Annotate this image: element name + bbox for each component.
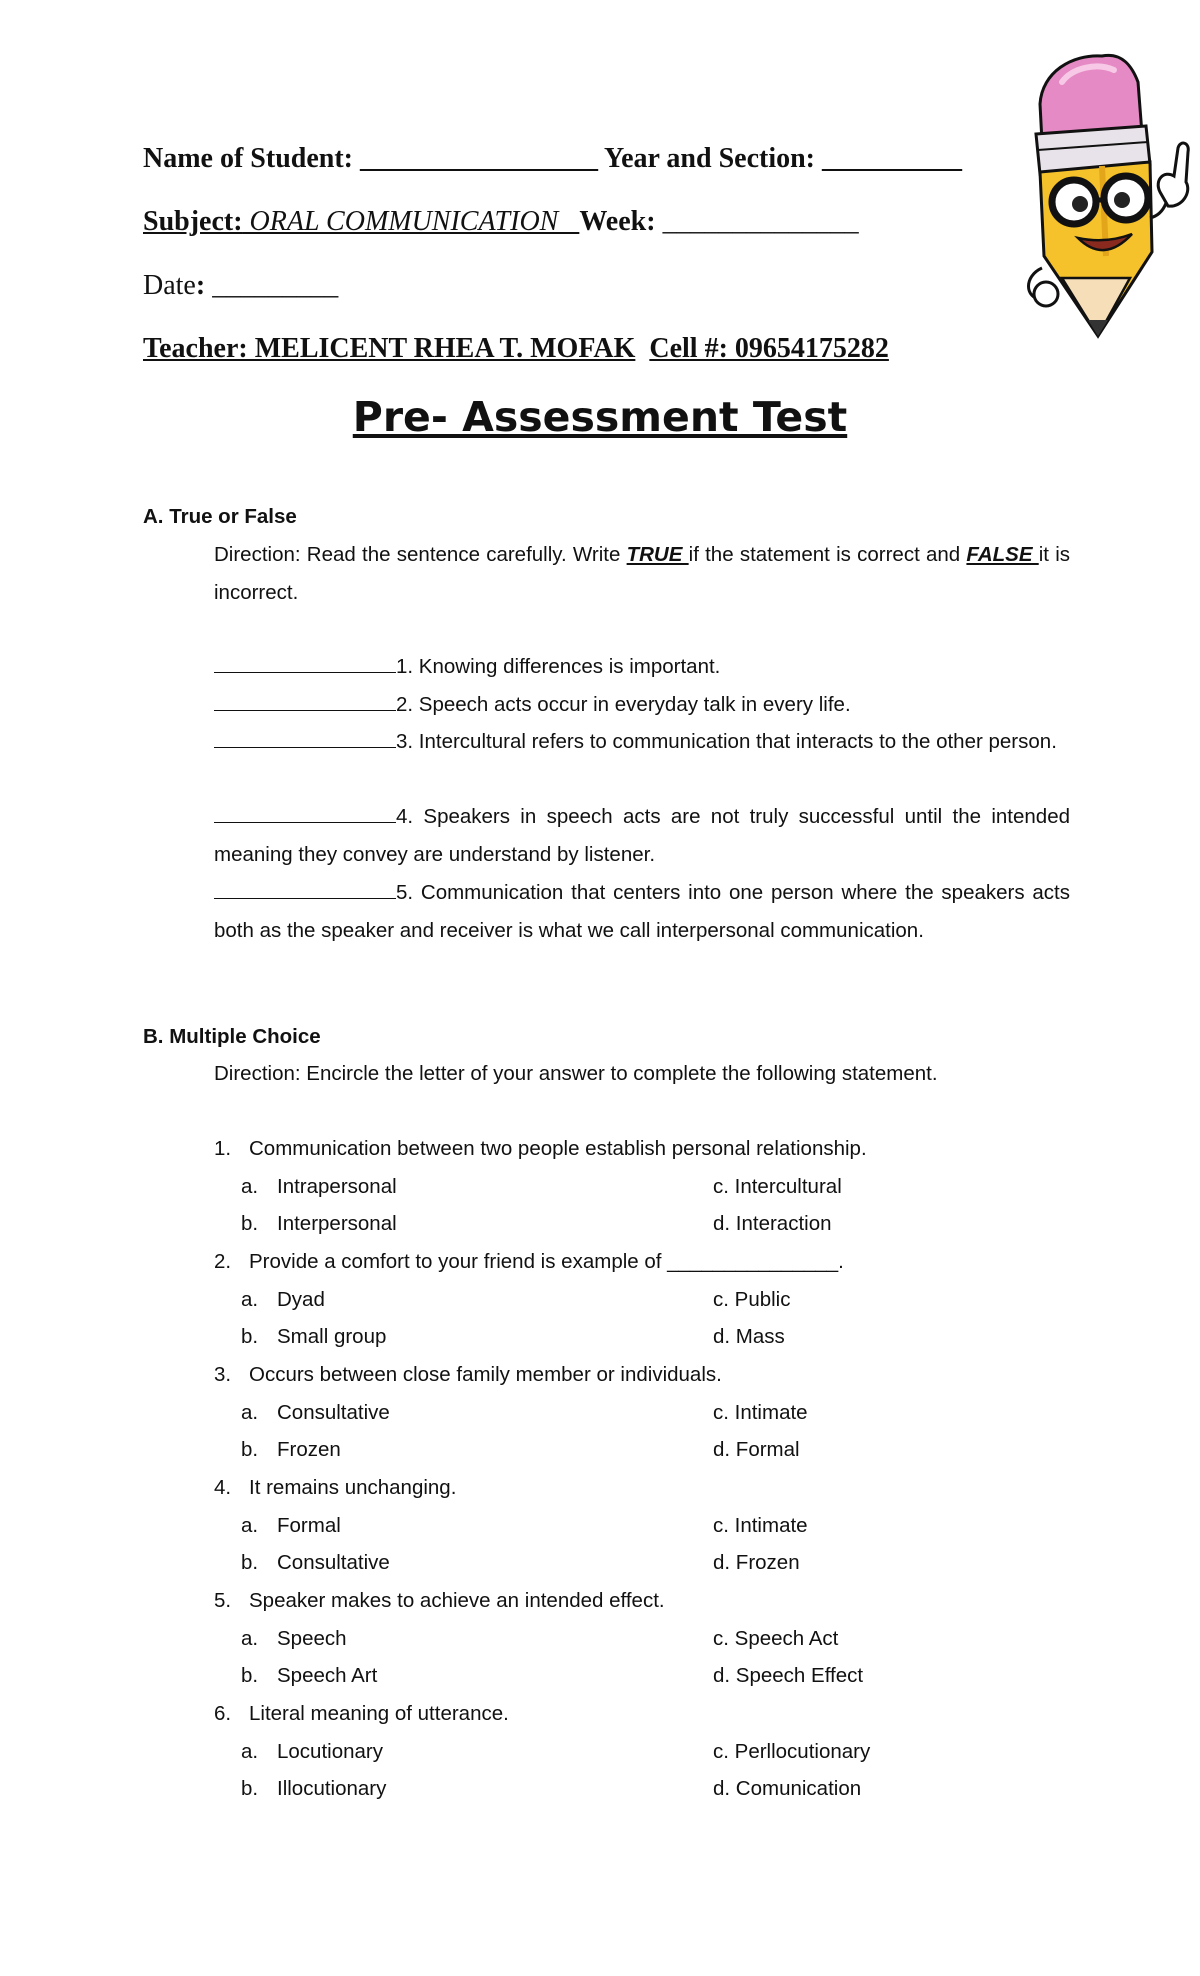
- mc-question: [214, 1137, 867, 1161]
- option-text: Consultative: [277, 1551, 390, 1574]
- tf-item-text: 1. Knowing differences is important.: [396, 655, 721, 678]
- option-b[interactable]: [241, 1664, 377, 1688]
- subject-line: [143, 206, 859, 238]
- subject-value: ORAL COMMUNICATION: [242, 206, 580, 237]
- subject-label: Subject:: [143, 206, 243, 237]
- tf-item: [214, 723, 1070, 761]
- tf-item-text: 2. Speech acts occur in everyday talk in every life.: [396, 693, 851, 716]
- tf-item: [214, 874, 1070, 949]
- year-section-blank: __________: [822, 143, 962, 174]
- date-line: [143, 270, 338, 302]
- option-text: Speech: [277, 1627, 347, 1650]
- option-b[interactable]: [241, 1325, 386, 1349]
- option-a[interactable]: [241, 1401, 390, 1425]
- option-letter: b.: [241, 1664, 259, 1687]
- option-d[interactable]: d. Comunication: [713, 1777, 862, 1800]
- direction-false: FALSE: [966, 543, 1039, 566]
- week-label: Week:: [579, 206, 663, 237]
- date-blank: _________: [205, 270, 339, 301]
- option-text: Frozen: [277, 1438, 341, 1461]
- year-section-label: Year and Section:: [598, 143, 822, 174]
- question-number: 1.: [214, 1137, 232, 1160]
- question-text: Provide a comfort to your friend is example of _______________.: [249, 1250, 844, 1273]
- option-text: Consultative: [277, 1401, 390, 1424]
- option-letter: a.: [241, 1175, 259, 1198]
- question-number: 4.: [214, 1476, 232, 1499]
- option-letter: b.: [241, 1212, 259, 1235]
- question-text: It remains unchanging.: [249, 1476, 457, 1499]
- option-letter: a.: [241, 1627, 259, 1650]
- student-name-line: [143, 143, 962, 175]
- option-letter: a.: [241, 1740, 259, 1763]
- date-label: Date: [143, 270, 196, 301]
- option-d[interactable]: d. Mass: [713, 1325, 785, 1348]
- answer-blank[interactable]: [214, 729, 396, 748]
- question-number: 3.: [214, 1363, 232, 1386]
- tf-item-text: 3. Intercultural refers to communication that interacts to the other person.: [396, 730, 1057, 753]
- option-letter: b.: [241, 1438, 259, 1461]
- date-colon: :: [195, 270, 206, 301]
- option-letter: a.: [241, 1288, 259, 1311]
- tf-item-text: 4. Speakers in speech acts are not truly successful until the intended meaning they convey are understand by listener.: [214, 805, 1070, 866]
- option-c[interactable]: c. Perllocutionary: [713, 1740, 871, 1763]
- option-text: Small group: [277, 1325, 387, 1348]
- question-text: Communication between two people establish personal relationship.: [249, 1137, 867, 1160]
- question-text: Literal meaning of utterance.: [249, 1702, 509, 1725]
- direction-text: it is incorrect.: [214, 543, 1070, 604]
- section-b-heading: B. Multiple Choice: [143, 1025, 321, 1048]
- question-text: Speaker makes to achieve an intended effect.: [249, 1589, 665, 1612]
- page-title: Pre- Assessment Test: [352, 393, 848, 441]
- option-text: Interpersonal: [277, 1212, 397, 1235]
- option-text: Dyad: [277, 1288, 325, 1311]
- option-a[interactable]: [241, 1514, 341, 1538]
- mc-question: [214, 1363, 722, 1387]
- section-a-direction: [214, 536, 1070, 611]
- direction-text: Direction: Read the sentence carefully. Write: [214, 543, 627, 566]
- tf-item: [214, 648, 1070, 686]
- option-d[interactable]: d. Formal: [713, 1438, 800, 1461]
- mc-question: [214, 1250, 844, 1274]
- option-a[interactable]: [241, 1175, 397, 1199]
- tf-item: [214, 798, 1070, 873]
- option-text: Locutionary: [277, 1740, 383, 1763]
- section-b-direction: Direction: Encircle the letter of your answer to complete the following statement.: [214, 1062, 938, 1085]
- section-a-heading: A. True or False: [143, 505, 297, 528]
- option-b[interactable]: [241, 1438, 341, 1462]
- teacher-name: Teacher: MELICENT RHEA T. MOFAK: [143, 333, 636, 364]
- option-letter: b.: [241, 1325, 259, 1348]
- pencil-mascot-image: [1002, 42, 1194, 352]
- answer-blank[interactable]: [214, 804, 396, 823]
- name-blank: _________________: [360, 143, 598, 174]
- option-text: Intrapersonal: [277, 1175, 397, 1198]
- direction-true: TRUE: [626, 543, 689, 566]
- option-text: Speech Art: [277, 1664, 378, 1687]
- direction-text: if the statement is correct and: [688, 543, 967, 566]
- option-a[interactable]: [241, 1288, 325, 1312]
- name-label: Name of Student:: [143, 143, 360, 174]
- teacher-line: [143, 333, 889, 365]
- answer-blank[interactable]: [214, 880, 396, 899]
- option-letter: a.: [241, 1401, 259, 1424]
- option-c[interactable]: c. Speech Act: [713, 1627, 839, 1650]
- mc-question: [214, 1702, 509, 1726]
- tf-item-text: 5. Communication that centers into one person where the speakers acts both as the speaker and receiver is what we call interpersonal communication.: [214, 881, 1070, 942]
- option-c[interactable]: c. Intimate: [713, 1401, 808, 1424]
- option-c[interactable]: c. Intercultural: [713, 1175, 842, 1198]
- question-number: 2.: [214, 1250, 232, 1273]
- option-b[interactable]: [241, 1212, 397, 1236]
- mc-question: [214, 1476, 456, 1500]
- tf-item: [214, 686, 1070, 724]
- option-text: Formal: [277, 1514, 341, 1537]
- option-c[interactable]: c. Public: [713, 1288, 791, 1311]
- question-text: Occurs between close family member or individuals.: [249, 1363, 722, 1386]
- question-number: 6.: [214, 1702, 232, 1725]
- answer-blank[interactable]: [214, 692, 396, 711]
- mc-question: [214, 1589, 665, 1613]
- option-text: Illocutionary: [277, 1777, 387, 1800]
- option-b[interactable]: [241, 1551, 390, 1575]
- option-d[interactable]: d. Speech Effect: [713, 1664, 864, 1687]
- option-d[interactable]: d. Interaction: [713, 1212, 832, 1235]
- option-a[interactable]: [241, 1740, 383, 1764]
- answer-blank[interactable]: [214, 654, 396, 673]
- option-letter: b.: [241, 1551, 259, 1574]
- option-b[interactable]: [241, 1777, 386, 1801]
- question-number: 5.: [214, 1589, 232, 1612]
- week-blank: ______________: [662, 206, 859, 237]
- option-letter: b.: [241, 1777, 259, 1800]
- option-d[interactable]: d. Frozen: [713, 1551, 800, 1574]
- option-a[interactable]: [241, 1627, 347, 1651]
- teacher-cell: Cell #: 09654175282: [649, 333, 889, 364]
- option-letter: a.: [241, 1514, 259, 1537]
- option-c[interactable]: c. Intimate: [713, 1514, 808, 1537]
